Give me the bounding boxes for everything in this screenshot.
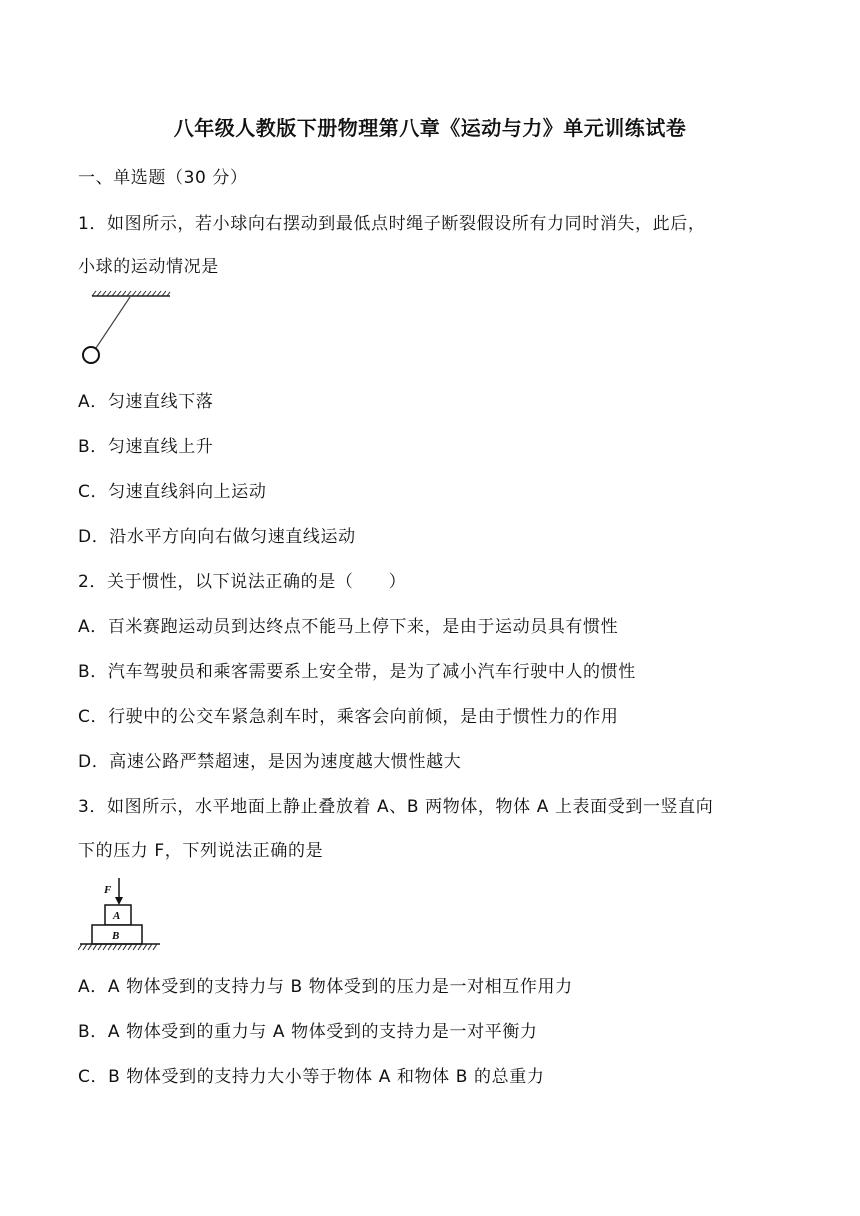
section-heading: 一、单选题（30 分） [78,168,248,188]
question-1-stem-line2: 小球的运动情况是 [78,257,219,277]
question-1-option-d: D．沿水平方向向右做匀速直线运动 [78,527,356,547]
question-1-option-a: A．匀速直线下落 [78,392,214,412]
pendulum-ball [83,347,99,363]
force-label: F [104,884,112,896]
question-3-stem-line1: 3．如图所示，水平地面上静止叠放着 A、B 两物体，物体 A 上表面受到一竖直向 [78,797,714,817]
ground-hatch [78,944,160,950]
ceiling-hatch [92,291,170,296]
question-2-stem: 2．关于惯性，以下说法正确的是（ ） [78,572,407,592]
stacked-blocks-figure [78,872,168,956]
block-a-label: A [113,910,121,922]
question-1-option-c: C．匀速直线斜向上运动 [78,482,267,502]
question-2-option-b: B．汽车驾驶员和乘客需要系上安全带，是为了减小汽车行驶中人的惯性 [78,662,636,682]
question-1-stem-line1: 1．如图所示，若小球向右摆动到最低点时绳子断裂假设所有力同时消失，此后， [78,214,706,234]
block-b-label: B [112,930,120,942]
question-3-stem-line2: 下的压力 F，下列说法正确的是 [78,841,324,861]
question-2-option-c: C．行驶中的公交车紧急刹车时，乘客会向前倾，是由于惯性力的作用 [78,707,619,727]
force-arrow [115,878,123,905]
page-title: 八年级人教版下册物理第八章《运动与力》单元训练试卷 [173,116,687,140]
question-3-option-b: B．A 物体受到的重力与 A 物体受到的支持力是一对平衡力 [78,1022,538,1042]
pendulum-string [96,297,130,348]
question-1-option-b: B．匀速直线上升 [78,437,214,457]
question-2-option-d: D．高速公路严禁超速，是因为速度越大惯性越大 [78,752,462,772]
question-3-option-a: A．A 物体受到的支持力与 B 物体受到的压力是一对相互作用力 [78,977,573,997]
pendulum-figure [78,290,178,370]
question-2-option-a: A．百米赛跑运动员到达终点不能马上停下来，是由于运动员具有惯性 [78,617,619,637]
question-3-option-c: C．B 物体受到的支持力大小等于物体 A 和物体 B 的总重力 [78,1067,545,1087]
